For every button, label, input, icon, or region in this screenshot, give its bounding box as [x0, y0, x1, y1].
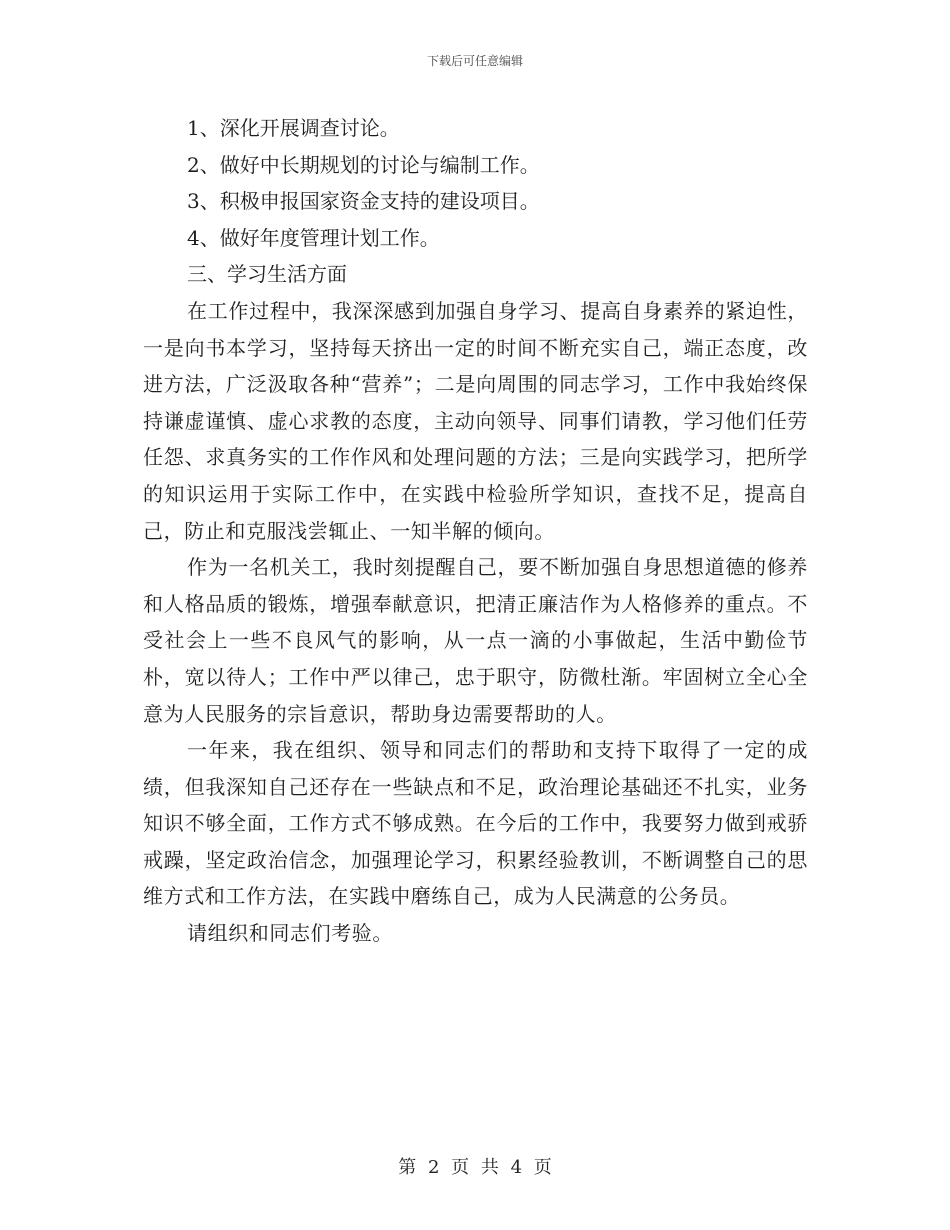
list-item-3: 3、积极申报国家资金支持的建设项目。	[187, 189, 540, 214]
paragraph-morality: 作为一名机关工，我时刻提醒自己，要不断加强自身思想道德的修养和人格品质的锻炼，增强奉献意识，把清正廉洁作为人格修养的重点。不受社会上一些不良风气的影响，从一点一滴的小事做起，生活中勤俭节朴，宽以待人；工作中严以律己，忠于职守，防微杜渐。牢固树立全心全意为人民服务的宗旨意识，帮助身边需要帮助的人。	[143, 555, 808, 726]
page-header: 下载后可任意编辑	[426, 54, 523, 68]
document-body	[143, 110, 808, 952]
section-heading: 三、学习生活方面	[187, 262, 347, 287]
paragraph-closing: 请组织和同志们考验。	[187, 921, 393, 946]
paragraph-study: 在工作过程中，我深深感到加强自身学习、提高自身素养的紧迫性，一是向书本学习，坚持每天挤出一定的时间不断充实自己，端正态度，改进方法，广泛汲取各种“营养”；二是向周围的同志学习，工作中我始终保持谦虚谨慎、虚心求教的态度，主动向领导、同事们请教，学习他们任劳任怨、求真务实的工作作风和处理问题的方法；三是向实践学习，把所学的知识运用于实际工作中，在实践中检验所学知识，查找不足，提高自己，防止和克服浅尝辄止、一知半解的倾向。	[143, 298, 808, 543]
list-item-1: 1、深化开展调查讨论。	[187, 116, 400, 140]
paragraph-summary: 一年来，我在组织、领导和同志们的帮助和支持下取得了一定的成绩，但我深知自己还存在一些缺点和不足，政治理论基础还不扎实，业务知识不够全面，工作方式不够成熟。在今后的工作中，我要努力做到戒骄戒躁，坚定政治信念，加强理论学习，积累经验教训，不断调整自己的思维方式和工作方法，在实践中磨练自己，成为人民满意的公务员。	[143, 738, 808, 909]
list-item-4: 4、做好年度管理计划工作。	[187, 225, 440, 250]
list-item-2: 2、做好中长期规划的讨论与编制工作。	[187, 152, 540, 177]
page-number-footer: 第 2 页 共 4 页	[398, 1157, 552, 1178]
